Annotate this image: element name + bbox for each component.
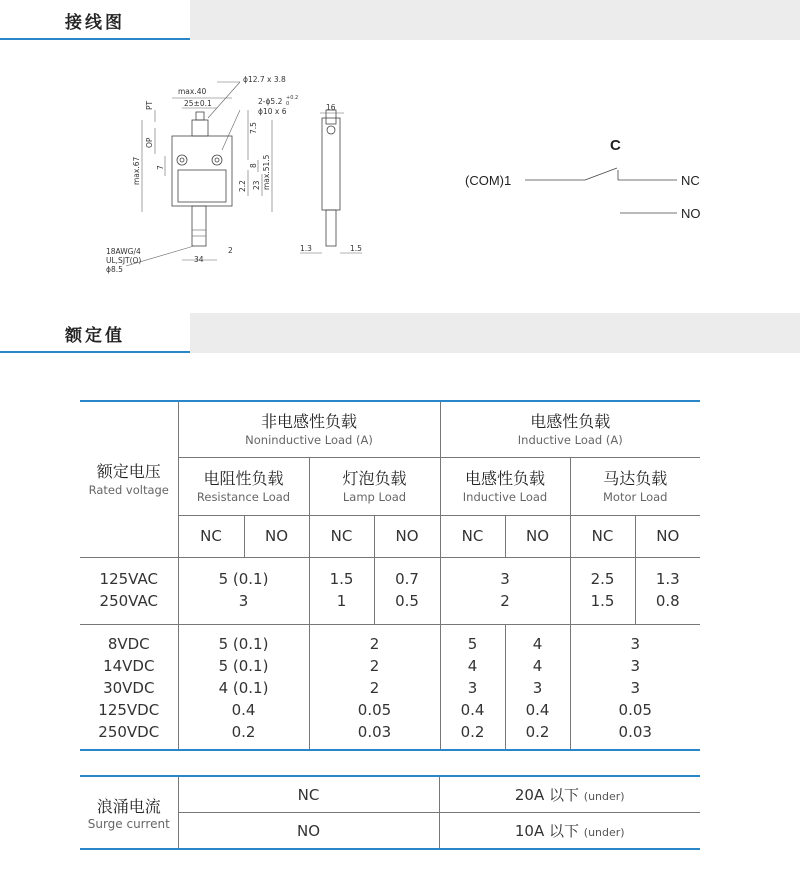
wiring-section-header — [0, 0, 800, 40]
switch-body — [172, 136, 232, 206]
dc-row-5: 250VDC 0.2 0.03 0.2 0.2 0.03 — [80, 721, 700, 750]
col-no: NO — [374, 515, 440, 557]
dim-d127: ϕ12.7 x 3.8 — [243, 75, 286, 84]
voltage-cell: 250VAC — [80, 590, 178, 625]
motor-header: 马达负载 Motor Load — [570, 457, 700, 515]
noninductive-header: 非电感性负载 Noninductive Load (A) — [178, 401, 440, 457]
side-view-cable — [326, 210, 336, 246]
col-no: NO — [244, 515, 309, 557]
no-label: NO — [681, 206, 701, 221]
dim-22: 2.2 — [238, 180, 247, 192]
switch-contact — [585, 168, 617, 180]
dim-awg1: 18AWG/4 — [106, 247, 141, 256]
surge-table — [80, 775, 700, 850]
voltage-cell: 30VDC — [103, 678, 155, 697]
plunger — [192, 120, 208, 136]
voltage-cell: 8VDC — [107, 634, 150, 653]
ac-row-1: 125VAC 5 (0.1) 1.5 0.7 3 2.5 1.3 — [80, 557, 700, 590]
wiring-title: 接线图 — [65, 13, 125, 33]
inductive-header: 电感性负载 Inductive Load (A) — [440, 401, 700, 457]
dim-max515: max.51.5 — [262, 154, 271, 190]
dc-row-1: 8VDC 5 (0.1) 2 5 4 3 — [80, 624, 700, 655]
surge-row-nc — [80, 776, 700, 813]
dim-15: 1.5 — [350, 244, 362, 253]
resistance-header: 电阻性负载 Resistance Load — [178, 457, 309, 515]
voltage-cell: 125VDC — [98, 700, 160, 719]
surge-contact: NC — [178, 776, 439, 813]
dim-16: 16 — [326, 103, 336, 112]
col-no: NO — [635, 515, 700, 557]
surge-label: 浪涌电流 Surge current — [80, 776, 178, 849]
surge-contact: NO — [178, 813, 439, 850]
dim-34: 34 — [194, 255, 204, 264]
dim-25: 25±0.1 — [184, 99, 212, 108]
col-nc: NC — [178, 515, 244, 557]
dc-row-3: 30VDC 4 (0.1) 2 3 3 3 — [80, 677, 700, 699]
lamp-header: 灯泡负载 Lamp Load — [309, 457, 440, 515]
mount-hole-left — [177, 155, 187, 165]
switch-window — [178, 170, 226, 202]
header-band — [190, 313, 800, 353]
rated-voltage-header: 额定电压 Rated voltage — [80, 401, 178, 557]
header-underline — [0, 351, 190, 353]
inductive-sub-header: 电感性负载 Inductive Load — [440, 457, 570, 515]
com-label: (COM)1 — [465, 173, 512, 188]
cable — [192, 206, 206, 246]
dim-13: 1.3 — [300, 244, 312, 253]
dim-2: 2 — [228, 246, 233, 255]
dim-7: 7 — [156, 165, 165, 170]
dc-row-4: 125VDC 0.4 0.05 0.4 0.4 0.05 — [80, 699, 700, 721]
rating-title: 额定值 — [65, 326, 125, 346]
ac-row-2: 250VAC 3 1 0.5 2 1.5 0.8 — [80, 590, 700, 625]
dim-pt: PT — [145, 100, 154, 110]
col-nc: NC — [309, 515, 374, 557]
dim-tol-hi: +0.2 — [286, 95, 299, 101]
voltage-cell: 14VDC — [103, 656, 155, 675]
dim-d10: ϕ10 x 6 — [258, 107, 287, 116]
voltage-cell: 125VAC — [99, 569, 158, 588]
dim-23: 23 — [252, 180, 261, 190]
dim-max40: max.40 — [178, 87, 207, 96]
rating-section-header — [0, 313, 800, 353]
surge-value: 20A 以下 (under) — [439, 776, 700, 813]
side-view-body — [322, 118, 340, 210]
surge-value: 10A 以下 (under) — [439, 813, 700, 850]
ratings-table — [80, 400, 700, 751]
nc-label: NC — [681, 173, 700, 188]
dim-tol-lo: 0 — [286, 101, 290, 107]
dim-op: OP — [145, 137, 154, 148]
dim-75: 7.5 — [249, 122, 258, 134]
col-nc: NC — [440, 515, 505, 557]
col-no: NO — [505, 515, 570, 557]
dim-8: 8 — [249, 163, 258, 168]
col-nc: NC — [570, 515, 635, 557]
dimension-drawing — [100, 70, 400, 290]
terminal-c-label: C — [610, 137, 621, 154]
dim-holes: 2-ϕ5.2 — [258, 97, 283, 106]
header-band — [190, 0, 800, 40]
circuit-diagram — [455, 130, 715, 230]
header-underline — [0, 38, 190, 40]
dim-max67: max.67 — [132, 156, 141, 185]
dim-awg3: ϕ8.5 — [106, 265, 123, 274]
mount-hole-right — [212, 155, 222, 165]
dc-row-2: 14VDC 5 (0.1) 2 4 4 3 — [80, 655, 700, 677]
dim-awg2: UL,SJT(O) — [106, 256, 142, 265]
voltage-cell: 250VDC — [98, 722, 160, 741]
